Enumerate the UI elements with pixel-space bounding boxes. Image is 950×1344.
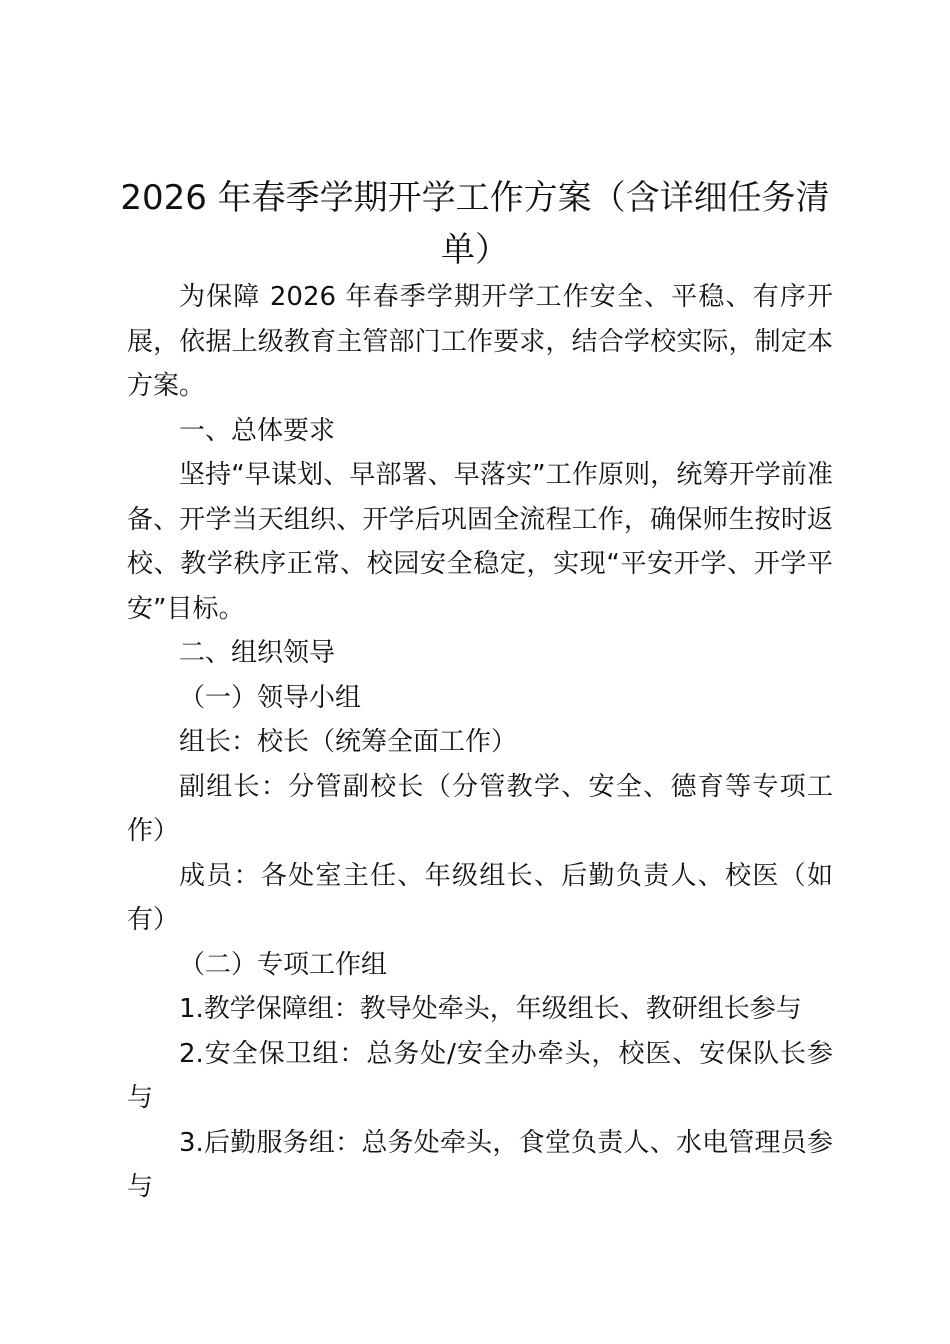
general-requirements-paragraph: 坚持“早谋划、早部署、早落实”工作原则，统筹开学前准备、开学当天组织、开学后巩固全流程工作，确保师生按时返校、教学秩序正常、校园安全稳定，实现“平安开学、开学平安”目标。: [127, 460, 833, 624]
subsection-heading-leadership: （一）领导小组: [179, 682, 362, 713]
working-group-item: 2.安全保卫组：总务处/安全办牵头，校医、安保队长参与: [127, 1038, 833, 1113]
section-heading-general: 一、总体要求: [179, 415, 336, 446]
working-group-item: 1.教学保障组：教导处牵头，年级组长、教研组长参与: [179, 994, 802, 1024]
deputy-leader-line: 副组长：分管副校长（分管教学、安全、德育等专项工作）: [127, 771, 833, 846]
document-body: [127, 275, 833, 1210]
working-group-item: 3.后勤服务组：总务处牵头，食堂负责人、水电管理员参与: [127, 1127, 833, 1202]
section-heading-organization: 二、组织领导: [179, 638, 336, 668]
members-line: 成员：各处室主任、年级组长、后勤负责人、校医（如有）: [127, 860, 833, 935]
subsection-heading-working-groups: （二）专项工作组: [179, 949, 388, 980]
intro-paragraph: 为保障 2026 年春季学期开学工作安全、平稳、有序开展，依据上级教育主管部门工作要求，结合学校实际，制定本方案。: [127, 282, 833, 401]
leader-line: 组长：校长（统筹全面工作）: [179, 727, 518, 757]
document-title: 2026 年春季学期开学工作方案（含详细任务清单）: [120, 178, 830, 270]
